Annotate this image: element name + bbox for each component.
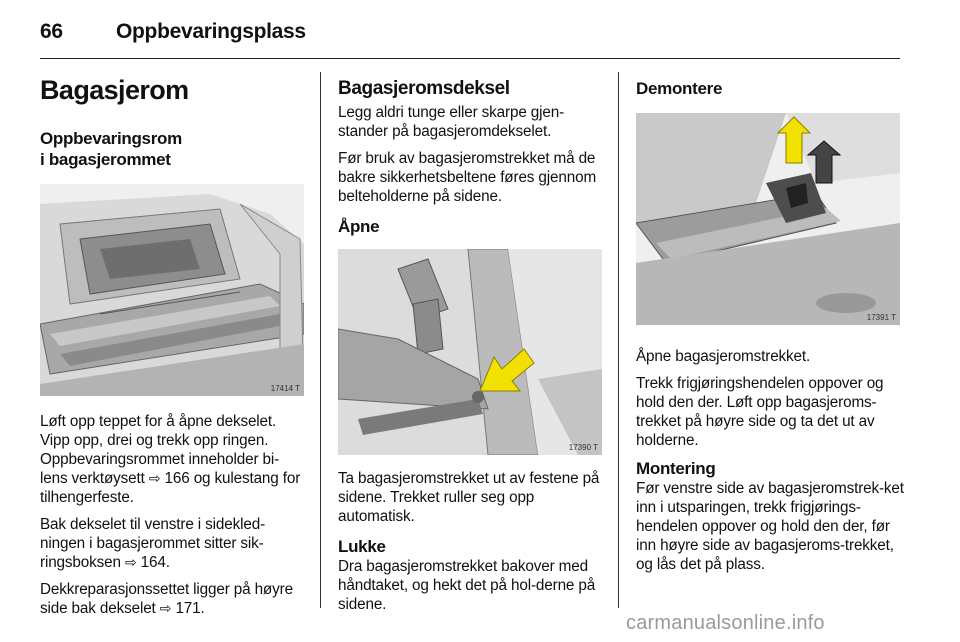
reference-arrow-icon: ⇨: [159, 600, 172, 616]
remove-cover-illustration: [636, 113, 900, 325]
paragraph: [40, 412, 306, 507]
paragraph: Ta bagasjeromstrekket ut av festene på sidene. Trekket ruller seg opp automatisk.: [338, 470, 600, 525]
page-reference: 171.: [175, 600, 205, 617]
section-heading: Bagasjeromsdeksel: [338, 78, 510, 99]
page-number: 66: [40, 20, 63, 43]
page-reference: 164.: [140, 554, 170, 571]
page-reference: 166: [164, 470, 190, 487]
paragraph-text: Løft opp teppet for å åpne dekselet. Vipp opp, drei og trekk opp ringen. Oppbevaringsrommet inneholder bi-lens verktøysett: [40, 413, 280, 487]
paragraph-text: Bak dekselet til venstre i sidekled-ningen i bagasjerommet sitter sik-ringsboksen: [40, 516, 266, 571]
reference-arrow-icon: ⇨: [124, 554, 137, 570]
figure-code: 17390 T: [568, 443, 598, 452]
figure-trunk-storage: [40, 184, 304, 396]
paragraph-text: og kulestang for tilhengerfeste.: [40, 470, 301, 506]
subheading-open: Åpne: [338, 217, 380, 236]
heading-mount: Montering: [636, 459, 716, 478]
paragraph: Før bruk av bagasjeromstrekket må de bakre sikkerhetsbeltene føres gjennom belteholderne på sidene.: [338, 150, 597, 205]
column-middle: [338, 64, 604, 622]
column-right: [636, 64, 906, 582]
header-rule: [40, 58, 900, 59]
figure-code: 17414 T: [270, 384, 300, 393]
column-divider: [320, 72, 321, 608]
watermark: carmanualsonline.info: [626, 612, 825, 634]
column-left: [40, 64, 306, 626]
subtitle-line1: Oppbevaringsrom: [40, 129, 182, 148]
reference-arrow-icon: ⇨: [148, 470, 161, 486]
heading-remove: Demontere: [636, 79, 723, 98]
paragraph-text: Dekkreparasjonssettet ligger på høyre side bak dekselet: [40, 581, 293, 617]
open-cover-illustration: [338, 249, 602, 455]
page-header: [40, 14, 900, 54]
paragraph: Åpne bagasjeromstrekket.: [636, 348, 811, 365]
paragraph: [40, 515, 306, 572]
subsection-title: [40, 128, 306, 170]
subheading-close: Lukke: [338, 537, 386, 556]
paragraph: Trekk frigjøringshendelen oppover og hold den der. Løft opp bagasjeroms-trekket på høyre side og ta det ut av holderne.: [636, 375, 884, 449]
paragraph: [40, 580, 306, 618]
running-title: Oppbevaringsplass: [116, 20, 306, 43]
paragraph: Legg aldri tunge eller skarpe gjen-stander på bagasjeromdekselet.: [338, 104, 565, 140]
subtitle-line2: i bagasjerommet: [40, 150, 171, 169]
paragraph: Før venstre side av bagasjeromstrek-ket inn i utsparingen, trekk frigjørings-hendelen oppover og hold den der, før inn høyre side av bagasjeroms-trekket, og lås det på plass.: [636, 480, 904, 573]
figure-code: 17391 T: [866, 313, 896, 322]
figure-remove-cover: [636, 113, 900, 325]
section-title: Bagasjerom: [40, 75, 189, 105]
figure-open-cover: [338, 249, 602, 455]
trunk-storage-illustration: [40, 184, 304, 396]
paragraph: Dra bagasjeromstrekket bakover med håndtaket, og hekt det på hol-derne på sidene.: [338, 558, 596, 613]
column-divider: [618, 72, 619, 608]
